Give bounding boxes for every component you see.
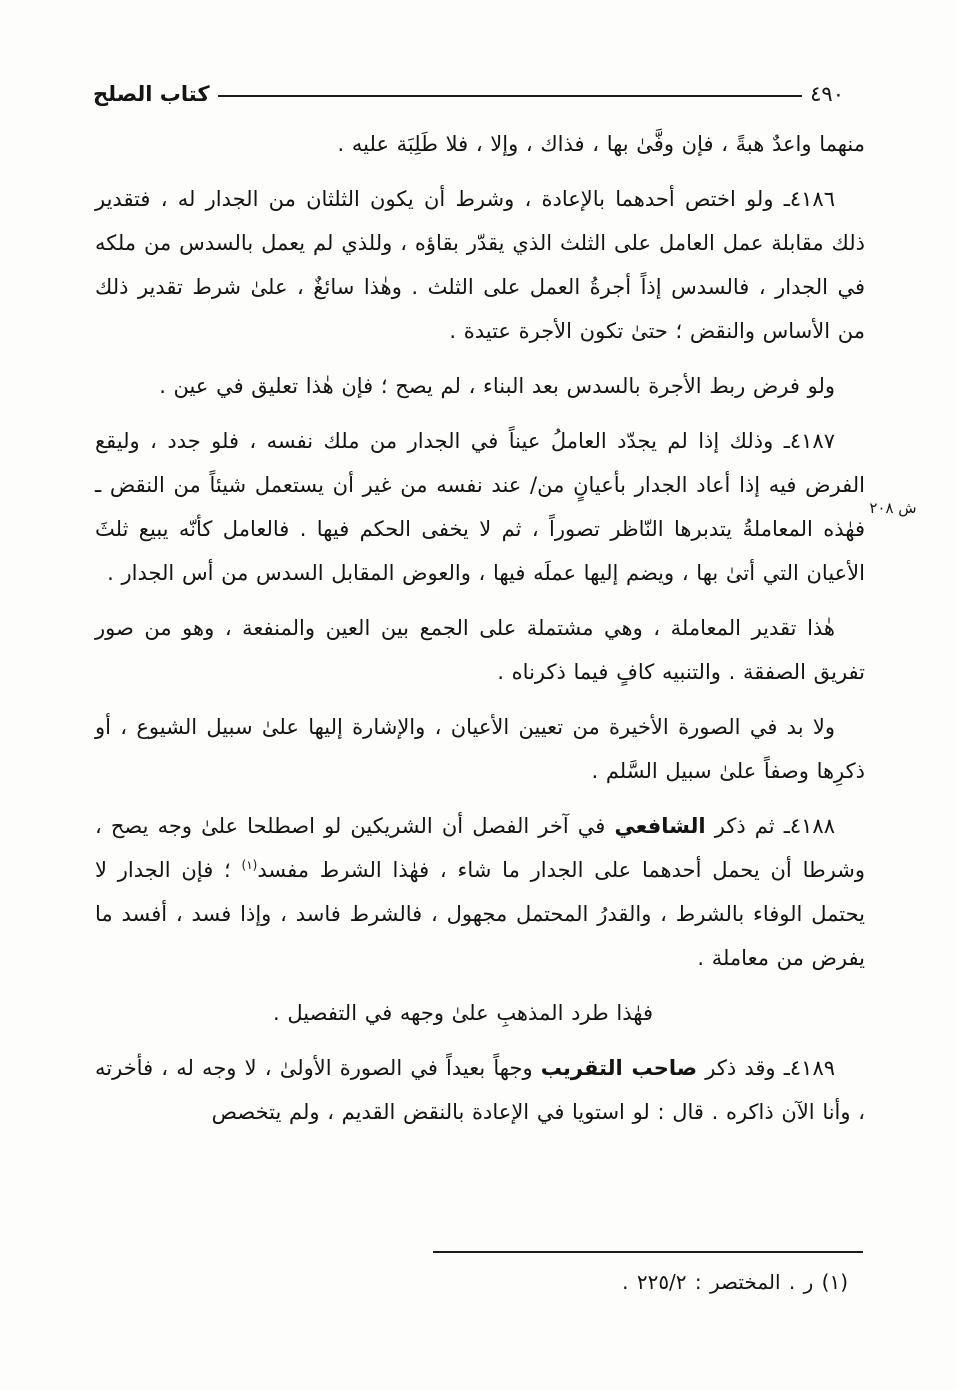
paragraph [95,1046,865,1134]
paragraph [95,991,865,1035]
footnote [95,1266,848,1298]
paragraph [95,705,865,793]
text-run: ؛ فإن الجدار لا يحتمل الوفاء بالشرط ، والقدرُ المحتمل مجهول ، فالشرط فاسد ، وإذا فسد ، أفسد ما يفرض من معاملة . [95,858,865,970]
footnote-text: (١) ر . المختصر : ٢٢٥/٢ . [622,1270,848,1294]
page-header [93,82,844,106]
text-run: منهما واعدٌ هبةً ، فإن وفَّىٰ بها ، فذاك ، وإلا ، فلا طَلِبَة عليه . [337,132,865,156]
margin-note: ش ٢٠٨ [869,499,917,517]
footnote-separator [433,1251,863,1253]
text-run: ولا بد في الصورة الأخيرة من تعيين الأعيان ، والإشارة إليها علىٰ سبيل الشيوع ، أو ذكرِها وصفاً علىٰ سبيل السَّلم . [95,715,865,783]
text-run: وجهاً بعيداً في الصورة الأولىٰ ، لا وجه له ، فأخرته ، وأنا الآن ذاكره . قال : لو استويا في الإعادة بالنقض القديم ، ولم يتخصص [95,1056,865,1124]
paragraph [95,419,865,595]
text-run: ولو فرض ربط الأجرة بالسدس بعد البناء ، لم يصح ؛ فإن هٰذا تعليق في عين . [159,374,835,398]
footnote-marker: (١) [241,858,258,872]
text-run: ٤١٨٦ـ ولو اختص أحدهما بالإعادة ، وشرط أن يكون الثلثان من الجدار له ، فتقدير ذلك مقابلة عمل العامل على الثلث الذي يقدّر بقاؤه ، وللذي لم يعمل بالسدس من ملكه في الجدار ، فالسدس إذاً أجرةُ العمل على الثلث . وهٰذا سائغٌ ، علىٰ شرط تقدير ذلك من الأساس والنقض ؛ حتىٰ تكون الأجرة عتيدة . [95,187,865,343]
paragraph [95,122,865,166]
text-run: الشافعي [614,814,706,838]
paragraph [95,804,865,980]
text-run: في آخر الفصل أن الشريكين لو اصطلحا علىٰ وجه يصح ، وشرطا أن يحمل أحدهما على الجدار ما شاء ، فهٰذا الشرط مفسد [95,814,866,882]
paragraph [95,606,865,694]
book-title: كتاب الصلح [93,82,210,106]
paragraph [95,364,865,408]
text-run: صاحب التقريب [540,1056,698,1080]
text-run: ٤١٨٧ـ وذلك إذا لم يجدّد العاملُ عيناً في الجدار من ملك نفسه ، فلو جدد ، وليقع الفرض فيه إذا أعاد الجدار بأعيانٍ من/ عند نفسه من غير أن يستعمل شيئاً من النقض ـ فهٰذه المعاملةُ يتدبرها النّاظر تصوراً ، ثم لا يخفى الحكم فيها . فالعامل كأنّه يبيع ثلثَ الأعيان التي أتىٰ بها ، ويضم إليها عملَه فيها ، والعوض المقابل السدس من أس الجدار . [95,429,865,585]
paragraph [95,177,865,353]
text-body [95,122,865,1145]
page-number: ٤٩٠ [810,82,844,106]
header-rule [218,95,803,97]
text-run: ٤١٨٨ـ ثم ذكر [705,814,835,838]
text-run: هٰذا تقدير المعاملة ، وهي مشتملة على الجمع بين العين والمنفعة ، وهو من صور تفريق الصفقة . والتنبيه كافٍ فيما ذكرناه . [95,616,865,684]
text-run: فهٰذا طرد المذهبِ علىٰ وجهه في التفصيل . [273,1001,653,1025]
text-run: ٤١٨٩ـ وقد ذكر [697,1056,836,1080]
